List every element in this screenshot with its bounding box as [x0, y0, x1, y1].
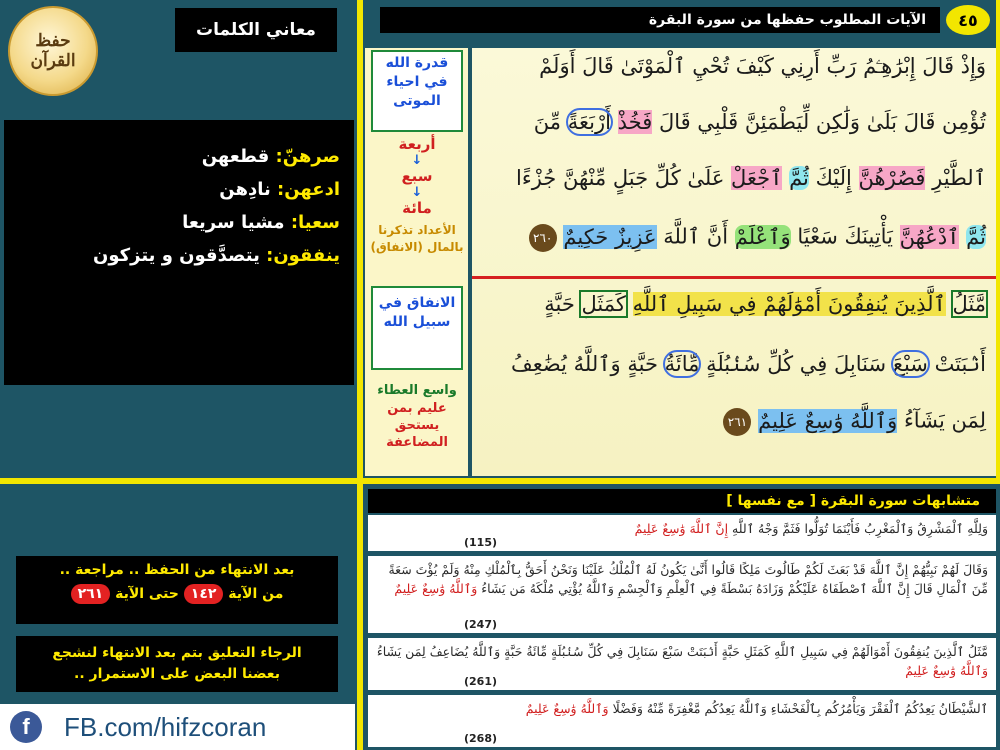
note-number-1: أربعة: [398, 135, 436, 153]
highlight-place: ٱجْعَلْ: [731, 166, 783, 190]
similar-verse-row: [368, 515, 996, 554]
similar-verse-text: وَقَالَ لَهُمْ نَبِيُّهُمْ إِنَّ ٱللَّهَ قَدْ بَعَثَ لَكُمْ طَالُوتَ مَلِكًا قَالُوا أَنَّىٰ يَكُونُ لَهُ ٱلْمُلْكُ عَلَيْنَا وَنَحْنُ أَحَقُّ بِٱلْمُلْكِ مِنْهُ وَلَمْ يُؤْتَ سَعَةً مِّنَ ٱلْمَالِ قَالَ إِنَّ ٱللَّهَ ٱصْطَفَاهُ عَلَيْكُمْ وَزَادَهُ بَسْطَةً فِي ٱلْعِلْمِ وَٱلْجِسْمِ وَٱللَّهُ يُؤْتِي مُلْكَهُ مَن يَشَاءُ: [388, 562, 988, 596]
from-verse-badge: ١٤٢: [184, 584, 224, 604]
note-generous: واسع العطاء: [377, 383, 457, 398]
note-spending: الانفاق في سبيل الله: [371, 286, 463, 370]
note-resurrection: قدرة الله في احياء الموتى: [371, 50, 463, 132]
verse-line-6: [478, 352, 986, 376]
meaning-word: ادعهن:: [277, 179, 340, 200]
verse-number: (247): [464, 618, 498, 631]
verse-text: أَنۢبَتَتْ: [934, 352, 986, 376]
boxed-like: كَمَثَلِ: [581, 292, 626, 316]
from-label: من الآية: [228, 586, 284, 602]
meaning-word: صرهنّ:: [275, 146, 340, 167]
verse-text: عَلَىٰ كُلِّ جَبَلٍ مِّنْهُنَّ جُزْءًا: [516, 166, 725, 190]
verse-end-marker: ٢٦١: [723, 408, 751, 436]
verse-line-7: [478, 408, 986, 436]
circled-hundred: مِّائَةُ: [664, 352, 700, 376]
page-number-badge: ٤٥: [946, 5, 990, 35]
note-knowing: عليم بمن يستحق المضاعفة: [386, 401, 448, 450]
verse-text: ٱلطَّيْرِ: [932, 166, 986, 190]
highlight-then: ثُمَّ: [789, 166, 809, 190]
highlight-take: فَخُذْ: [617, 110, 653, 134]
highlight-then: ثُمَّ: [966, 224, 986, 249]
verse-line-2: [478, 110, 986, 134]
note-numbers-wealth: الأعداد تذكرنا بالمال (الانفاق): [370, 223, 464, 254]
logo-text-2: القرآن: [30, 51, 76, 71]
review-line: بعد الانتهاء من الحفظ .. مراجعة ..: [59, 562, 295, 578]
highlight-vast-knowing: وَٱللَّهُ وَٰسِعٌ عَلِيمٌ: [758, 408, 898, 433]
verse-number: (115): [464, 536, 498, 549]
similar-verse-row: [368, 638, 996, 693]
highlight-spenders: ٱلَّذِينَ يُنفِقُونَ أَمْوَٰلَهُمْ فِي سَبِيلِ ٱللَّهِ: [632, 292, 946, 316]
verse-text: لِمَن يَشَآءُ: [903, 408, 986, 433]
logo-text-1: حفظ: [35, 31, 71, 51]
verse-text: أَنَّ ٱللَّهَ: [663, 224, 729, 249]
verse-text: حَبَّةٍ: [544, 292, 575, 316]
review-range: [16, 584, 338, 604]
verse-line-3: [478, 166, 986, 190]
highlight-cut: فَصُرْهُنَّ: [858, 166, 926, 190]
verse-number: (268): [464, 732, 498, 745]
divider-frame-right: [996, 0, 1000, 484]
meaning-text: يتصدَّقون و يتزكون: [93, 245, 260, 266]
highlight-know: وَٱعْلَمْ: [734, 224, 791, 249]
verse-text: حَبَّةٍ وَٱللَّهُ يُضَٰعِفُ: [511, 352, 658, 376]
verse-line-4: [478, 224, 986, 252]
similar-verse-highlight: وَٱللَّهُ وَٰسِعٌ عَلِيمٌ: [525, 701, 609, 716]
verse-text: وَإِذْ قَالَ إِبْرَٰهِـۧمُ رَبِّ أَرِنِي كَيْفَ تُحْيِ ٱلْمَوْتَىٰ قَالَ أَوَلَمْ: [539, 54, 986, 78]
verse-end-marker: ٢٦٠: [529, 224, 557, 252]
arrow-down-icon: ↓: [411, 153, 423, 168]
divider-horizontal: [0, 478, 1000, 484]
verse-text: سَنَابِلَ فِي كُلِّ سُنۢبُلَةٍ: [706, 352, 887, 376]
verse-text: يَأْتِينَكَ سَعْيًا: [797, 224, 893, 249]
similar-verse-row: [368, 556, 996, 636]
highlight-mighty-wise: عَزِيزٌ حَكِيمٌ: [563, 224, 657, 249]
arrow-down-icon: ↓: [411, 185, 423, 200]
similar-verse-text: مَّثَلُ ٱلَّذِينَ يُنفِقُونَ أَمْوَالَهُمْ فِي سَبِيلِ ٱللَّهِ كَمَثَلِ حَبَّةٍ أَنۢبَتَتْ سَبْعَ سَنَابِلَ فِي كُلِّ سُنۢبُلَةٍ مِّائَةُ حَبَّةٍ وَٱللَّهُ يُضَاعِفُ لِمَن يَشَاءُ: [376, 644, 988, 659]
similar-verse-highlight: إِنَّ ٱللَّهَ وَٰسِعٌ عَلِيمٌ: [634, 521, 729, 536]
facebook-icon: f: [10, 711, 42, 743]
circled-seven: سَبْعَ: [892, 352, 928, 376]
meaning-row: [12, 206, 340, 239]
review-box: [16, 556, 338, 624]
similar-verse-row: [368, 695, 996, 750]
to-verse-badge: ٢٦١: [71, 584, 111, 604]
verse-line-5: [478, 292, 986, 316]
hifz-quran-logo: [8, 6, 98, 96]
quran-page: [472, 48, 996, 476]
meaning-text: قطعهن: [201, 146, 270, 167]
highlight-call: ٱدْعُهُنَّ: [899, 224, 960, 249]
meaning-word: ينفقون:: [266, 245, 340, 266]
divider-vertical: [357, 0, 363, 750]
meanings-panel: [4, 120, 354, 385]
comment-box: [16, 636, 338, 692]
comment-line-1: الرجاء التعليق بتم بعد الانتهاء لنشجع: [52, 645, 302, 661]
verse-line-1: [478, 54, 986, 79]
similar-verses-title: متشابهات سورة البقرة [ مع نفسها ]: [368, 489, 996, 513]
meaning-row: [12, 173, 340, 206]
facebook-link[interactable]: [0, 704, 355, 750]
verse-number: (261): [464, 675, 498, 688]
meanings-title: معاني الكلمات: [175, 8, 337, 52]
to-label: حتى الآية: [115, 586, 179, 602]
comment-line-2: بعضنا البعض على الاستمرار ..: [74, 666, 280, 682]
similar-verse-text: وَلِلَّهِ ٱلْمَشْرِقُ وَٱلْمَغْرِبُ فَأَيْنَمَا تُوَلُّوا فَثَمَّ وَجْهُ ٱللَّهِ: [732, 521, 988, 536]
side-notes: [365, 48, 468, 476]
meaning-word: سعيا:: [290, 212, 340, 233]
facebook-url[interactable]: FB.com/hifzcoran: [64, 711, 267, 742]
meaning-row: [12, 239, 340, 272]
verse-text: مِّنَ: [533, 110, 562, 134]
highlight-four: أَرْبَعَةً: [567, 110, 611, 134]
verse-text: تُؤْمِن قَالَ بَلَىٰ وَلَٰكِن لِّيَطْمَئِنَّ قَلْبِي قَالَ: [658, 110, 986, 134]
boxed-example: مَّثَلُ: [952, 292, 986, 316]
verse-separator: [472, 276, 996, 279]
note-number-2: سبع: [401, 167, 433, 185]
note-number-3: مائة: [402, 199, 432, 217]
similar-verse-highlight: وَٱللَّهُ وَٰسِعٌ عَلِيمٌ: [905, 663, 988, 678]
similar-verse-highlight: وَٱللَّهُ وَٰسِعٌ عَلِيمٌ: [394, 581, 478, 596]
page-title: الآيات المطلوب حفظها من سورة البقرة: [380, 7, 940, 33]
meaning-row: [12, 140, 340, 173]
meaning-text: مشيا سريعا: [182, 212, 285, 233]
similar-verse-text: ٱلشَّيْطَانُ يَعِدُكُمُ ٱلْفَقْرَ وَيَأْمُرُكُم بِٱلْفَحْشَاءِ وَٱللَّهُ يَعِدُكُم مَّغْفِرَةً مِّنْهُ وَفَضْلًا: [612, 701, 988, 716]
meaning-text: نادِهن: [219, 179, 271, 200]
verse-text: إِلَيْكَ: [815, 166, 852, 190]
